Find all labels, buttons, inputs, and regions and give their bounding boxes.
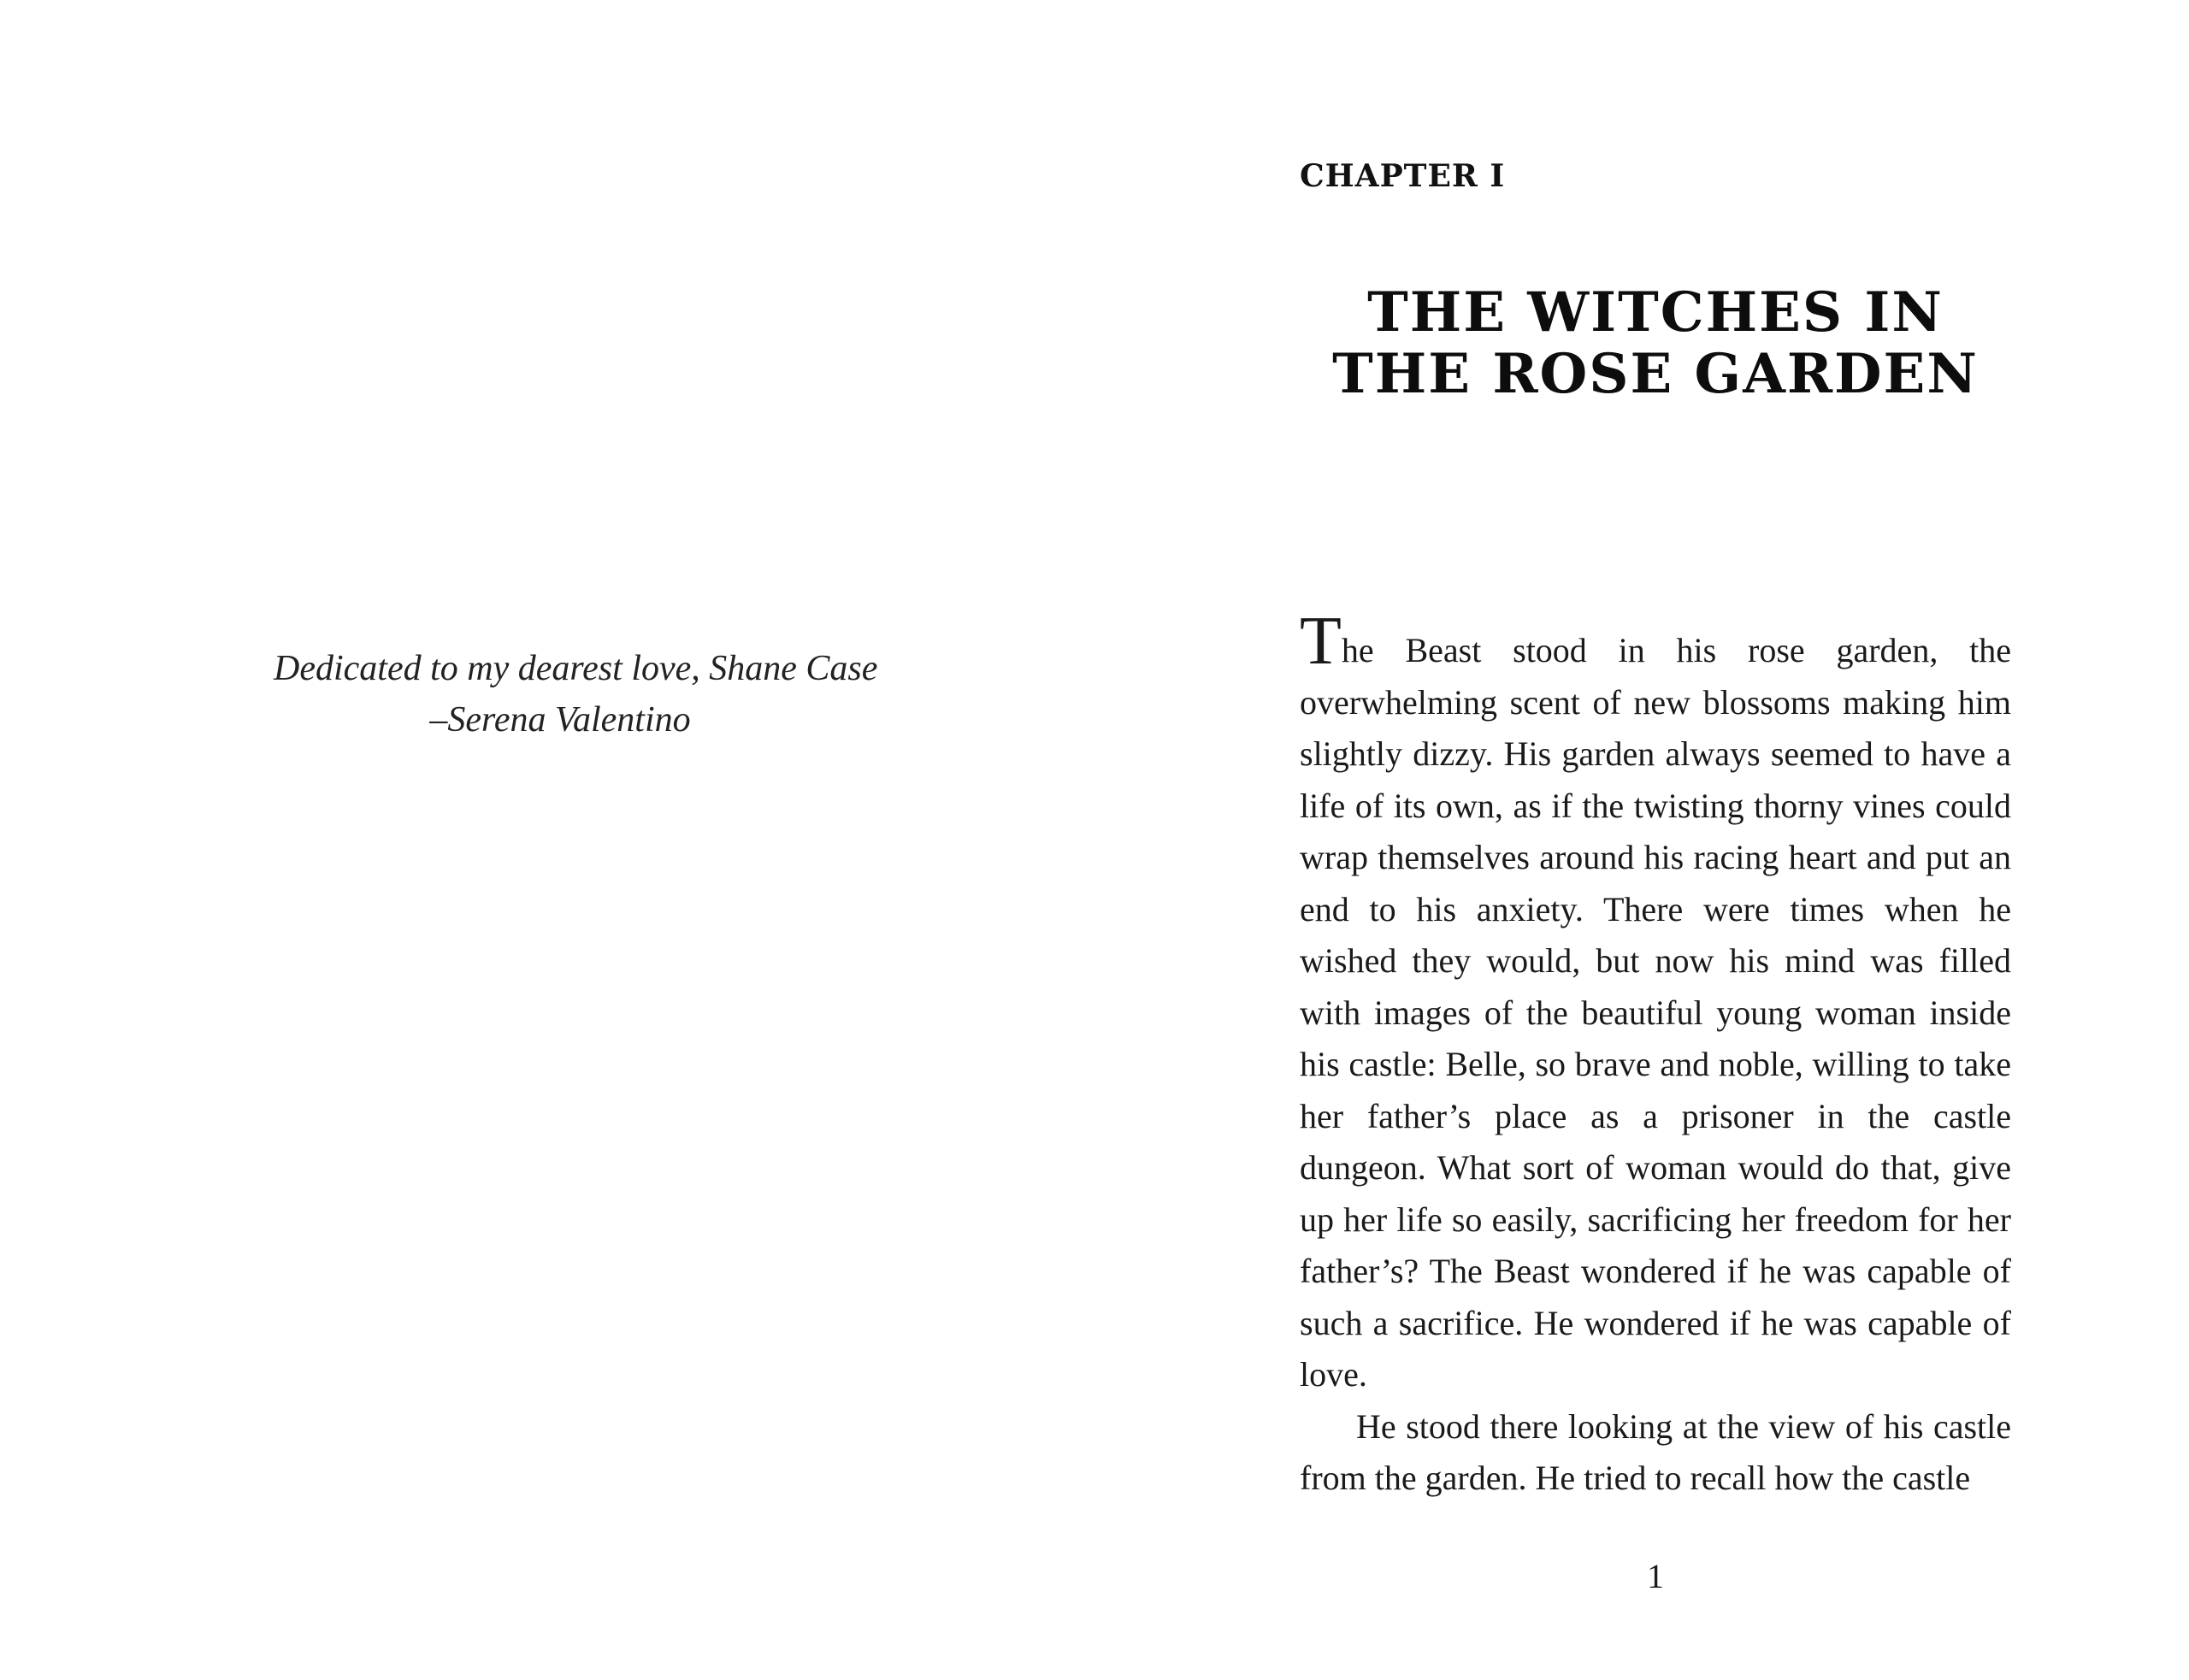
dedication-text: Dedicated to my dearest love, Shane Case <box>274 649 878 688</box>
dedication-author: –Serena Valentino <box>429 700 691 740</box>
paragraph-2: He stood there looking at the view of his castle from the garden. He tried to recall how the castle <box>1300 1406 2011 1497</box>
left-page <box>0 0 1094 1680</box>
paragraph-1-text: he Beast stood in his rose garden, the overwhelming scent of new blossoms making him slightly dizzy. His garden always seemed to have a life of its own, as if the twisting thorny vines could wrap themselves around his racing heart and put an end to his anxiety. There were times when he wished they would, but now his mind was filled with images of the beautiful young woman inside his castle: Belle, so brave and noble, willing to take her father’s place as a prisoner in the castle dungeon. What sort of woman would do that, give up her life so easily, sacrificing her freedom for her father’s? The Beast wondered if he was capable of such a sacrifice. He wondered if he was capable of love. <box>1300 631 2011 1394</box>
page-number: 1 <box>1647 1557 1664 1595</box>
paragraph-1 <box>1300 604 2011 1401</box>
dedication <box>274 643 878 746</box>
chapter-title <box>1300 282 2011 405</box>
chapter-label: CHAPTER I <box>1300 158 1506 194</box>
drop-cap: T <box>1300 604 1342 679</box>
chapter-title-line-2: THE ROSE GARDEN <box>1332 342 1979 406</box>
chapter-title-line-1: THE WITCHES IN <box>1367 280 1944 345</box>
chapter-body <box>1300 604 2011 1505</box>
